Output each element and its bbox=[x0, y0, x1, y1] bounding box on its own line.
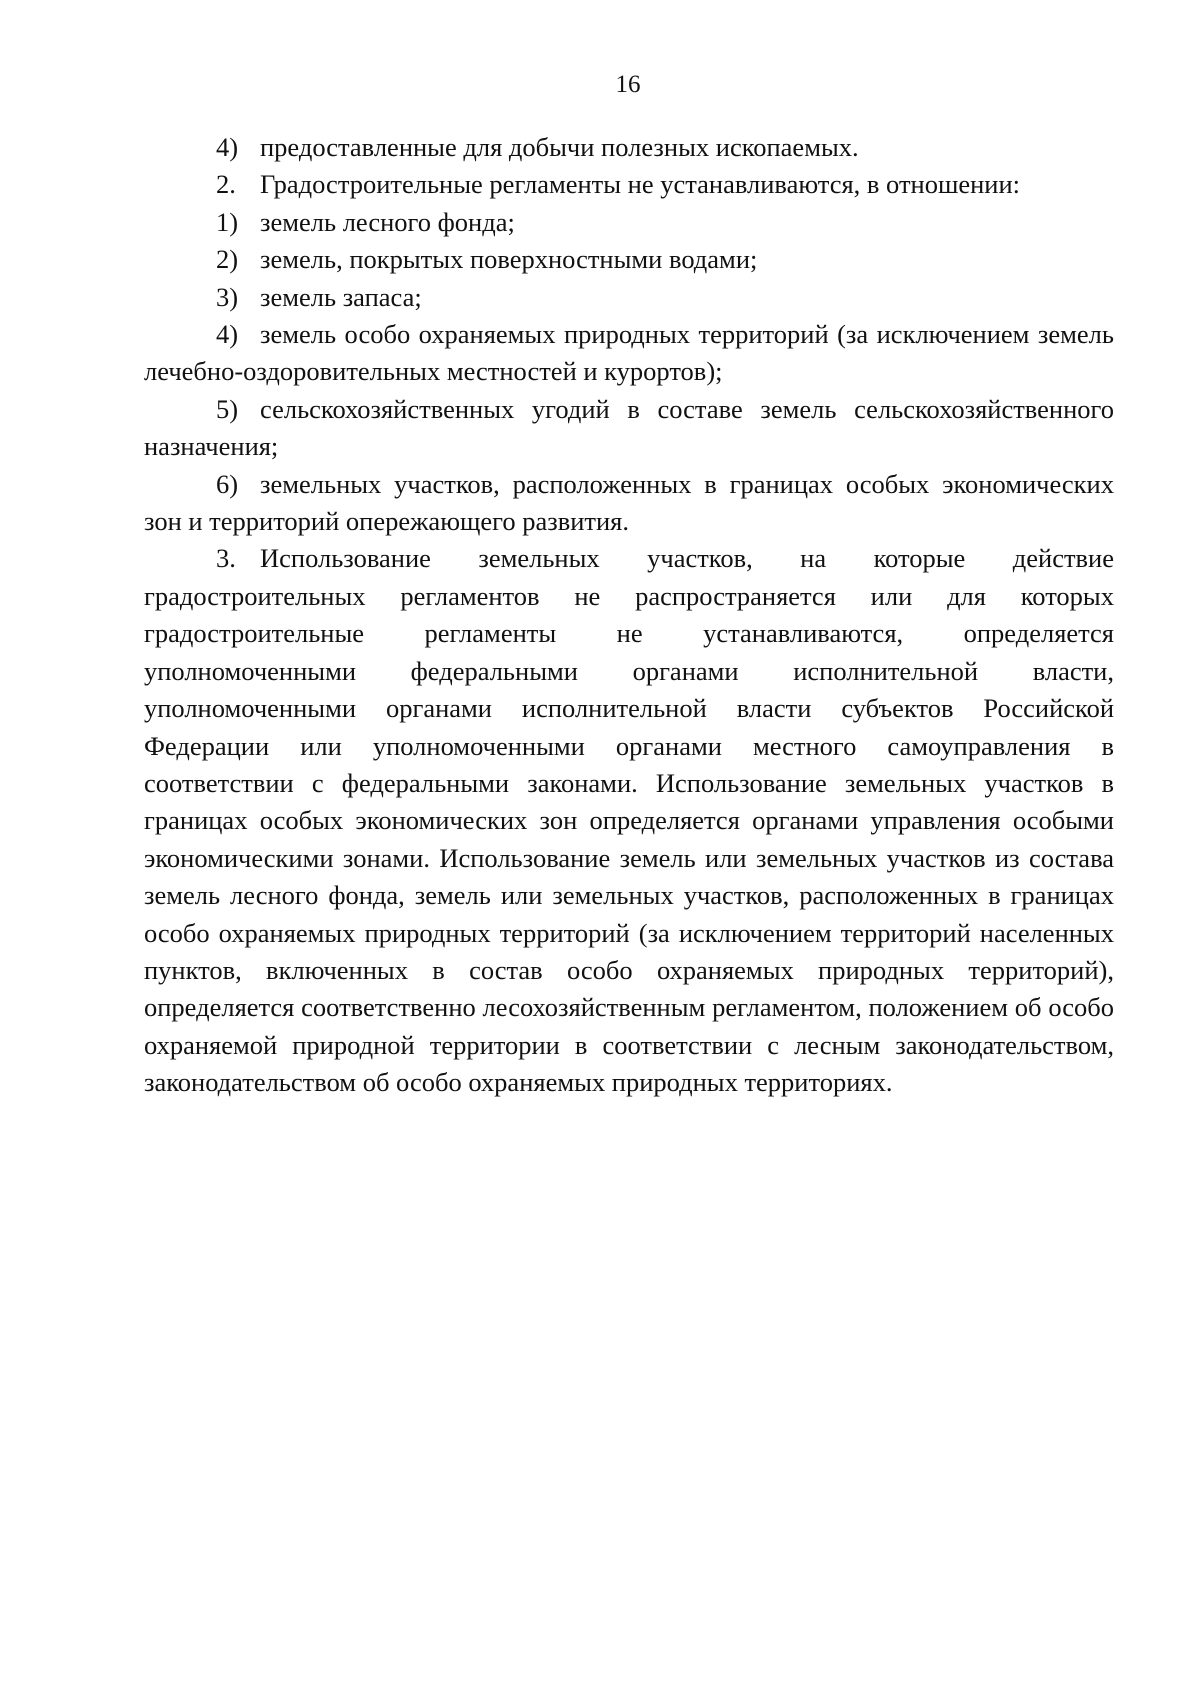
item-number: 4) bbox=[216, 132, 239, 162]
page-number: 16 bbox=[615, 71, 641, 98]
item-text: Градостроительные регламенты не устанавливаются, в отношении: bbox=[260, 169, 1021, 200]
list-item bbox=[144, 129, 1114, 166]
item-number: 3) bbox=[216, 281, 239, 312]
item-number: 2. bbox=[216, 169, 236, 200]
document-body bbox=[144, 129, 1114, 1102]
list-item bbox=[144, 241, 1114, 278]
item-text: земель особо охраняемых природных территорий (за исключением земель лечебно-оздоровительных местностей и курортов); bbox=[144, 319, 1114, 387]
item-number: 4) bbox=[216, 319, 239, 350]
item-text: земель лесного фонда; bbox=[260, 206, 515, 237]
section-paragraph bbox=[144, 540, 1114, 1101]
list-item bbox=[144, 279, 1114, 316]
item-number: 5) bbox=[216, 393, 239, 424]
item-text: Использование земельных участков, на которые действие градостроительных регламентов не распространяется или для которых градостроительные регламенты не устанавливаются, определяется уполномоченными федеральными органами исполнительной власти, уполномоченными органами исполнительной власти субъектов Российской Федерации или уполномоченными органами местного самоуправления в соответствии с федеральными законами. Использование земельных участков в границах особых экономических зон определяется органами управления особыми экономическими зонами. Использование земель или земельных участков из состава земель лесного фонда, земель или земельных участков, расположенных в границах особо охраняемых природных территорий (за исключением территорий населенных пунктов, включенных в состав особо охраняемых природных территорий), определяется соответственно лесохозяйственным регламентом, положением об особо охраняемой природной территории в соответствии с лесным законодательством, законодательством об особо охраняемых природных территориях. bbox=[144, 543, 1114, 1098]
item-number: 3. bbox=[216, 543, 236, 574]
list-item bbox=[144, 204, 1114, 241]
list-item bbox=[144, 391, 1114, 466]
item-number: 1) bbox=[216, 206, 239, 237]
item-text: предоставленные для добычи полезных ископаемых. bbox=[260, 132, 859, 162]
item-number: 6) bbox=[216, 468, 239, 499]
list-item bbox=[144, 466, 1114, 541]
section-paragraph bbox=[144, 166, 1114, 203]
item-text: сельскохозяйственных угодий в составе земель сельскохозяйственного назначения; bbox=[144, 393, 1114, 462]
item-number: 2) bbox=[216, 244, 239, 275]
item-text: земельных участков, расположенных в границах особых экономических зон и территорий опережающего развития. bbox=[144, 468, 1114, 537]
item-text: земель, покрытых поверхностными водами; bbox=[260, 244, 758, 275]
list-item bbox=[144, 316, 1114, 391]
item-text: земель запаса; bbox=[260, 281, 422, 312]
